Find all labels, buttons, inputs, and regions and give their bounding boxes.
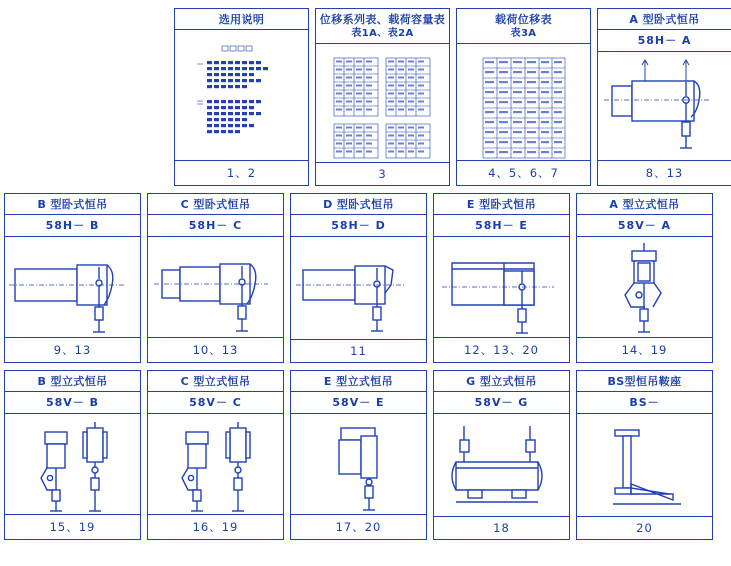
card-header-line1: A 型卧式恒吊	[629, 13, 700, 26]
card-header-line2: 表1A、表2A	[351, 28, 414, 39]
figure-svg	[148, 237, 283, 337]
card-header	[148, 194, 283, 215]
card-model: 58H－ C	[148, 215, 283, 237]
card-header-line1: G 型立式恒吊	[466, 375, 537, 388]
card-footer: 16、19	[148, 514, 283, 539]
figure-svg	[598, 52, 731, 160]
card-header	[434, 194, 569, 215]
card-model: 58V－ B	[5, 392, 140, 414]
card-header-line1: B 型卧式恒吊	[37, 198, 108, 211]
card-header	[598, 9, 731, 30]
card-model: 58V－ C	[148, 392, 283, 414]
card-header	[434, 371, 569, 392]
card-type-a-horizontal[interactable]	[597, 8, 731, 186]
card-model: 58H－ A	[598, 30, 731, 52]
figure-svg	[291, 414, 426, 514]
figure-svg	[577, 237, 712, 337]
card-footer: 8、13	[598, 160, 731, 185]
card-header-line1: E 型立式恒吊	[323, 375, 394, 388]
card-figure-two-tables	[316, 44, 449, 162]
row1-spacer	[4, 8, 168, 186]
card-header	[148, 371, 283, 392]
card-figure-horizontal-e	[434, 237, 569, 337]
figure-svg	[291, 237, 426, 339]
figure-svg	[457, 44, 590, 160]
card-type-b-vertical[interactable]	[4, 370, 141, 540]
card-type-b-horizontal[interactable]	[4, 193, 141, 363]
card-row-2	[0, 186, 731, 363]
card-header	[291, 194, 426, 215]
figure-svg	[148, 414, 283, 514]
card-header	[577, 371, 712, 392]
card-footer: 15、19	[5, 514, 140, 539]
card-header-line1: B 型立式恒吊	[37, 375, 108, 388]
card-footer: 4、5、6、7	[457, 160, 590, 185]
card-type-d-horizontal[interactable]	[290, 193, 427, 363]
card-header-line1: 载荷位移表	[495, 13, 552, 26]
figure-svg	[577, 414, 712, 516]
card-header-line1: E 型卧式恒吊	[466, 198, 537, 211]
card-header	[577, 194, 712, 215]
card-type-bs-saddle[interactable]	[576, 370, 713, 540]
card-header-line2: 表3A	[510, 28, 537, 39]
card-type-c-vertical[interactable]	[147, 370, 284, 540]
card-row-3	[0, 363, 731, 540]
figure-svg	[434, 414, 569, 516]
card-header-line1: 选用说明	[218, 13, 265, 26]
card-header-line1: BS型恒吊鞍座	[607, 375, 682, 388]
figure-svg	[316, 44, 449, 162]
card-header	[5, 371, 140, 392]
card-header-line1: A 型立式恒吊	[609, 198, 680, 211]
card-model: 58H－ E	[434, 215, 569, 237]
card-footer: 12、13、20	[434, 337, 569, 362]
card-header	[175, 9, 308, 30]
figure-svg	[175, 30, 308, 160]
card-figure-one-table	[457, 44, 590, 160]
figure-svg	[434, 237, 569, 337]
card-footer: 18	[434, 516, 569, 539]
card-header	[457, 9, 590, 44]
card-load-displacement-table[interactable]	[456, 8, 591, 186]
card-model: 58H－ B	[5, 215, 140, 237]
card-header	[291, 371, 426, 392]
card-row-1	[0, 0, 731, 186]
figure-svg	[5, 237, 140, 337]
card-footer: 9、13	[5, 337, 140, 362]
card-header	[316, 9, 449, 44]
card-type-c-horizontal[interactable]	[147, 193, 284, 363]
figure-svg	[5, 414, 140, 514]
card-footer: 17、20	[291, 514, 426, 539]
card-footer: 1、2	[175, 160, 308, 185]
card-figure-vertical-e	[291, 414, 426, 514]
card-model: 58V－ G	[434, 392, 569, 414]
card-model: 58V－ E	[291, 392, 426, 414]
card-figure-vertical-a	[577, 237, 712, 337]
card-footer: 10、13	[148, 337, 283, 362]
card-figure-horizontal-d	[291, 237, 426, 339]
card-figure-vertical-b	[5, 414, 140, 514]
card-footer: 3	[316, 162, 449, 185]
card-model: BS－	[577, 392, 712, 414]
card-type-g-vertical[interactable]	[433, 370, 570, 540]
card-footer: 14、19	[577, 337, 712, 362]
card-figure-vertical-g	[434, 414, 569, 516]
card-footer: 11	[291, 339, 426, 362]
card-header	[5, 194, 140, 215]
card-figure-saddle-bs	[577, 414, 712, 516]
card-figure-horizontal-a	[598, 52, 731, 160]
card-header-line1: D 型卧式恒吊	[323, 198, 394, 211]
card-type-e-horizontal[interactable]	[433, 193, 570, 363]
card-footer: 20	[577, 516, 712, 539]
card-displacement-series-tables[interactable]	[315, 8, 450, 186]
card-type-e-vertical[interactable]	[290, 370, 427, 540]
card-figure-vertical-c	[148, 414, 283, 514]
card-model: 58V－ A	[577, 215, 712, 237]
card-figure-text-block	[175, 30, 308, 160]
card-figure-horizontal-c	[148, 237, 283, 337]
card-header-line1: C 型卧式恒吊	[180, 198, 251, 211]
card-figure-horizontal-b	[5, 237, 140, 337]
card-type-a-vertical[interactable]	[576, 193, 713, 363]
card-model: 58H－ D	[291, 215, 426, 237]
card-selection-notes[interactable]	[174, 8, 309, 186]
card-header-line1: 位移系列表、载荷容量表	[319, 13, 446, 26]
card-header-line1: C 型立式恒吊	[180, 375, 251, 388]
